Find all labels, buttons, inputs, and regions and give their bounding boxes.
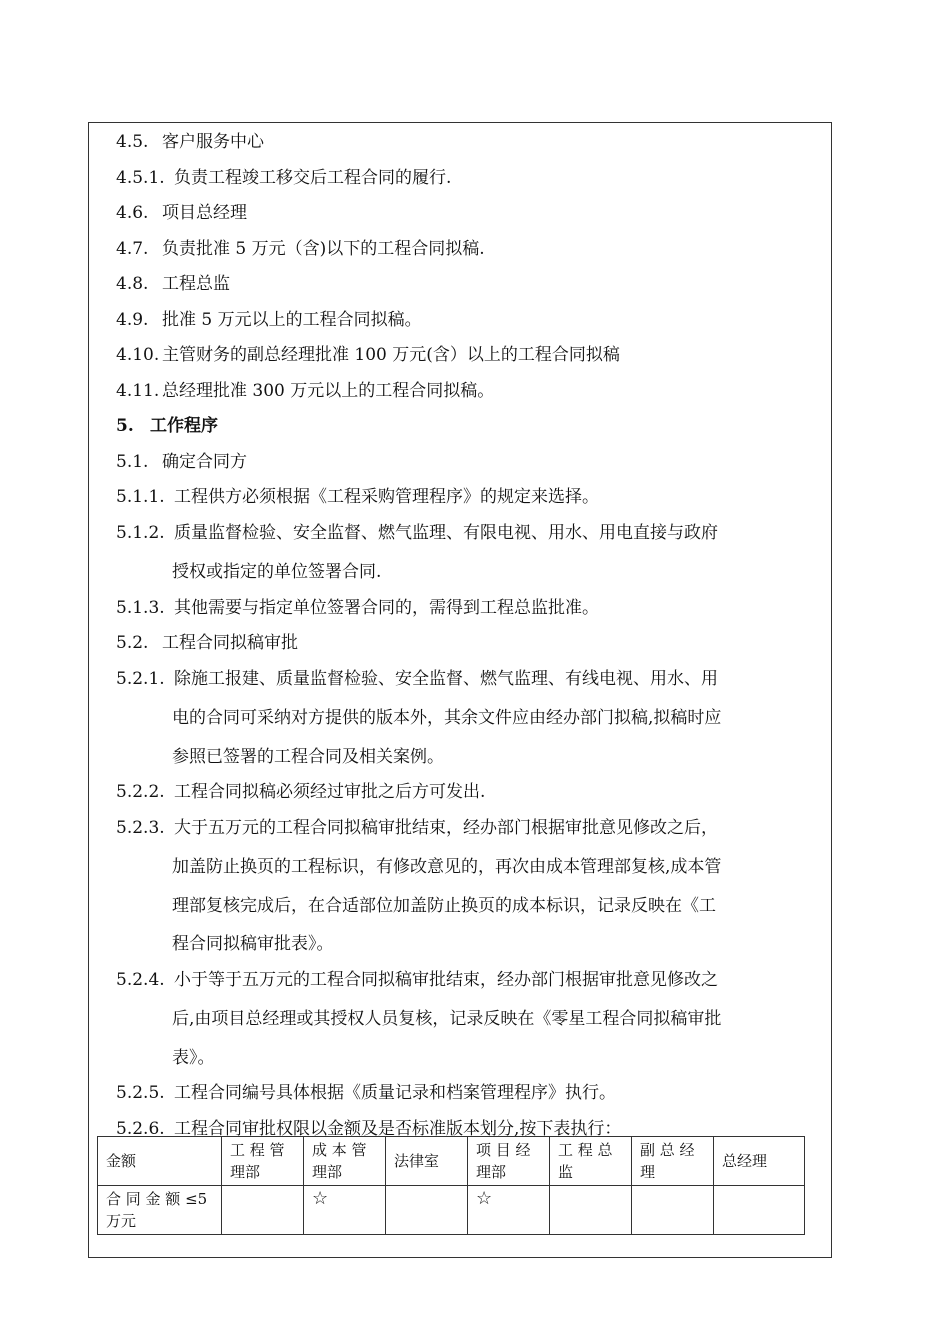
section-number: 5.2.3.: [116, 818, 165, 838]
paragraph-text: 工程合同审批权限以金额及是否标准版本划分,按下表执行：: [174, 1119, 622, 1139]
paragraph-continuation: 授权或指定的单位签署合同.: [172, 562, 382, 582]
paragraph-line: [116, 631, 298, 655]
section-number: 5.1.3.: [116, 598, 165, 618]
paragraph-text: 批准 5 万元以上的工程合同拟稿。: [162, 310, 422, 330]
section-number: 5.: [116, 416, 134, 436]
paragraph-line: [116, 272, 230, 296]
paragraph-continuation: 表》。: [172, 1048, 215, 1068]
paragraph-line: [116, 343, 620, 367]
table-header-cell: 工 程 管 理部: [222, 1137, 304, 1186]
paragraph-line: [116, 130, 264, 154]
paragraph-line: [116, 450, 247, 474]
table-cell-star: ☆: [304, 1186, 386, 1235]
paragraph-continuation: 参照已签署的工程合同及相关案例。: [172, 747, 444, 767]
section-number: 4.6.: [116, 203, 149, 223]
paragraph-line: [116, 379, 494, 403]
paragraph-line: [116, 485, 599, 509]
paragraph-text: 工程供方必须根据《工程采购管理程序》的规定来选择。: [174, 487, 599, 507]
table-cell: [714, 1186, 805, 1235]
table-header-cell: 金额: [98, 1137, 222, 1186]
paragraph-line: [116, 308, 422, 332]
paragraph-text: 其他需要与指定单位签署合同的，需得到工程总监批准。: [174, 598, 599, 618]
section-number: 5.2.2.: [116, 782, 165, 802]
paragraph-text: 工程合同拟稿必须经过审批之后方可发出.: [174, 782, 486, 802]
paragraph-text: 质量监督检验、安全监督、燃气监理、有限电视、用水、用电直接与政府: [174, 523, 718, 543]
paragraph-text: 工程合同编号具体根据《质量记录和档案管理程序》执行。: [174, 1083, 616, 1103]
section-number: 4.9.: [116, 310, 149, 330]
paragraph-text: 确定合同方: [162, 452, 247, 472]
section-number: 5.2.6.: [116, 1119, 165, 1139]
paragraph-continuation: 加盖防止换页的工程标识，有修改意见的，再次由成本管理部复核,成本管: [172, 857, 722, 877]
paragraph-text: 项目总经理: [162, 203, 247, 223]
table-cell: [386, 1186, 468, 1235]
section-number: 5.2.1.: [116, 669, 165, 689]
approval-table: [97, 1136, 805, 1235]
table-header-cell: 副 总 经 理: [632, 1137, 714, 1186]
table-cell: [632, 1186, 714, 1235]
paragraph-line: [116, 780, 485, 804]
paragraph-continuation: 后,由项目总经理或其授权人员复核，记录反映在《零星工程合同拟稿审批: [172, 1009, 722, 1029]
paragraph-line: [116, 1081, 616, 1105]
paragraph-line: [116, 968, 718, 992]
table-header-cell: 成 本 管 理部: [304, 1137, 386, 1186]
paragraph-line: [116, 596, 599, 620]
table-header-row: [98, 1137, 805, 1186]
paragraph-text: 工程总监: [162, 274, 230, 294]
section-number: 5.2.4.: [116, 970, 165, 990]
table-header-cell: 法律室: [386, 1137, 468, 1186]
section-number: 4.10.: [116, 345, 160, 365]
table-row: [98, 1186, 805, 1235]
table-cell-amount: 合 同 金 额 ≤5 万元: [98, 1186, 222, 1235]
paragraph-continuation: 电的合同可采纳对方提供的版本外，其余文件应由经办部门拟稿,拟稿时应: [172, 708, 722, 728]
paragraph-text: 负责批准 5 万元（含)以下的工程合同拟稿.: [162, 239, 485, 259]
paragraph-line: [116, 816, 718, 840]
table-header-cell: 工 程 总 监: [550, 1137, 632, 1186]
section-number: 5.1.1.: [116, 487, 165, 507]
paragraph-text: 小于等于五万元的工程合同拟稿审批结束，经办部门根据审批意见修改之: [174, 970, 718, 990]
paragraph-text: 总经理批准 300 万元以上的工程合同拟稿。: [162, 381, 495, 401]
section-number: 4.8.: [116, 274, 149, 294]
paragraph-continuation: 理部复核完成后，在合适部位加盖防止换页的成本标识，记录反映在《工: [172, 896, 716, 916]
section-number: 5.1.: [116, 452, 149, 472]
table-cell-star: ☆: [468, 1186, 550, 1235]
section-number: 4.5.: [116, 132, 149, 152]
paragraph-text: 负责工程竣工移交后工程合同的履行.: [174, 168, 452, 188]
section-number: 4.7.: [116, 239, 149, 259]
table-header-cell: 项 目 经 理部: [468, 1137, 550, 1186]
paragraph-text: 客户服务中心: [162, 132, 264, 152]
paragraph-line: [116, 237, 485, 261]
paragraph-text: 工作程序: [150, 416, 218, 436]
table-cell: [550, 1186, 632, 1235]
paragraph-text: 工程合同拟稿审批: [162, 633, 298, 653]
paragraph-text: 除施工报建、质量监督检验、安全监督、燃气监理、有线电视、用水、用: [174, 669, 718, 689]
paragraph-line: [116, 166, 451, 190]
section-number: 4.5.1.: [116, 168, 165, 188]
paragraph-line: [116, 667, 718, 691]
section-number: 5.2.: [116, 633, 149, 653]
paragraph-line: [116, 414, 218, 438]
paragraph-line: [116, 201, 247, 225]
section-number: 5.2.5.: [116, 1083, 165, 1103]
paragraph-text: 大于五万元的工程合同拟稿审批结束，经办部门根据审批意见修改之后，: [174, 818, 718, 838]
table-header-cell: 总经理: [714, 1137, 805, 1186]
table-cell: [222, 1186, 304, 1235]
section-number: 5.1.2.: [116, 523, 165, 543]
section-number: 4.11.: [116, 381, 160, 401]
paragraph-line: [116, 521, 718, 545]
paragraph-continuation: 程合同拟稿审批表》。: [172, 934, 334, 954]
paragraph-text: 主管财务的副总经理批准 100 万元(含）以上的工程合同拟稿: [162, 345, 620, 365]
